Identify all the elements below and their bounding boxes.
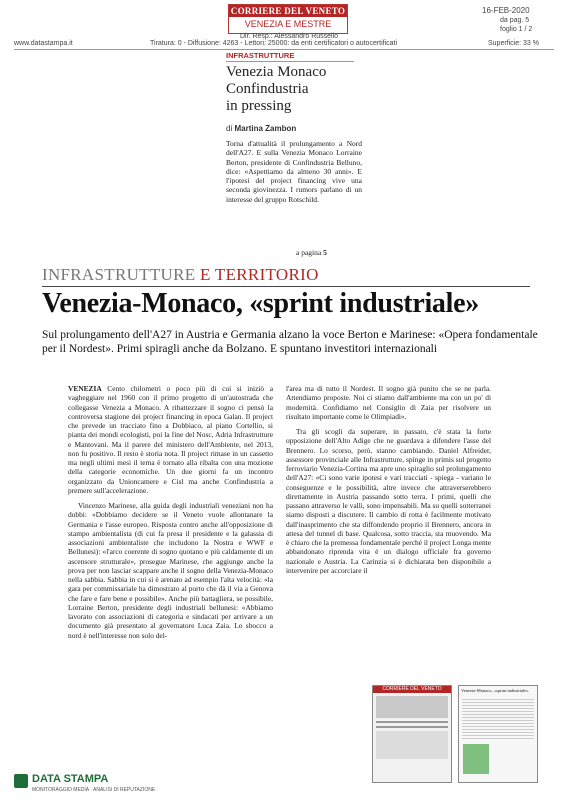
thumbnail-article-page: [458, 685, 538, 783]
thumbnail-article-title: Venezia-Monaco, «sprint industriale»: [461, 688, 529, 693]
section-header: [42, 265, 319, 285]
column-1-para-1: [68, 384, 273, 495]
teaser-body: [226, 139, 362, 204]
page-ref: da pag. 5: [500, 17, 530, 24]
thumbnail-front-line: [376, 726, 448, 728]
column-1-para-2: Vincenzo Marinese, alla guida degli industriali veneziani non ha dubbi: «Dobbiamo decidere se il Veneto vuole allontanare la Germania e l'asse europeo. Risposta contro anche all'opposizione di stampo ambientalista (di cui fa presa il presidente e la galassia di associazioni ambientaliste che includono la Nostra e WWF e Bellunesi): «l'arco coerente di sogno quotano e più caldamente di un ascensore strutturale», prosegue Marinese, che aggiunge anche la prova per non lasciar scappare anche il sogno della Venezia-Monaco nella sabbia. Sabbia in cui si è arenato ad esempio l'alta velocità: «la gara per commissariale ha dimostrato al porto che dà il via a Genova che fare e fare bene e possibile». Anche più battagliera, se possibile, Lorraine Berton, presidente degli industriali bellunesi: «Abbiamo lavorato con associazioni di categoria e sindacati per arrivare a un documento già presentato al governatore Luca Zaia. Lo sbocco a nord è nell'interesse non solo del-: [68, 501, 273, 640]
data-stampa-logo-icon: [14, 774, 28, 788]
teaser-body-text: Torna d'attualità il prolungamento a Nord dell'A27. E sulla Venezia Monaco Lorraine Berton, presidente di Confindustria Belluno, dice: «Aspettiamo da almeno 30 anni». E l'ipotesi del project financing vive una seconda giovinezza. I rumors parlano di un interesse del gruppo Rotschild.: [226, 139, 362, 204]
teaser-page-ref-num: 5: [323, 248, 327, 257]
thumbnail-article-highlight: [463, 744, 489, 774]
header-rule: [14, 49, 554, 50]
section-part-1: INFRASTRUTTURE: [42, 265, 196, 284]
teaser-kicker: INFRASTRUTTURE: [226, 51, 295, 60]
column-2-para-1: l'area ma di tutto il Nordest. Il sogno già punito che se ne parla. Attendiamo proposte. Noi ci stiamo dall'ambiente ma con un po' di modernità. Confidiamo nel Consiglio di Zaia per risolvere un risultato importante come le Olimpiadi».: [286, 384, 491, 421]
column-2-para-2: Tra gli scogli da superare, in passato, c'è stata la forte opposizione dell'Alto Adige che ne guardava a difendere l'asse del Brennero. Lo scorso, però, stanno cambiando. Daniel Alfreider, assessore provinciale alle Infrastrutture, spinge in primis sul progetto ferroviario Venezia-Cortina ma apre uno spiraglio sul prolungamento dell'A27: «Ci sono varie ipotesi e vari tracciati - spiega - variano le conseguenze e le possibilità, altre invece che attraverserebbero direttamente in Austria passando sotto terra. I primi, quelli che passano attraverso le valli, sono impensabili. Ma su quelli sotterranei siamo disposti a discutere. Il cambio di rotta è facilmente motivato dall'inasprimento che sta diffondendo proprio il Brennero, ancora in attesa del tunnel di base. Qualcosa, sotto traccia, sta muovendo. Ma è chiaro che la premessa fondamentale perché il project Longa mente abbandonato riprenda vita è un dialogo ufficiale fra governo nazionale e Austria. La Carinzia si è dichiarata ben disponibile a intervenire per accorciare il: [286, 427, 491, 574]
teaser-page-ref: [296, 248, 327, 257]
teaser-byline-author: Martina Zambon: [234, 124, 297, 133]
footer-logo: DATA STAMPA: [32, 773, 109, 785]
teaser-title-line-1: Venezia Monaco: [226, 64, 327, 80]
teaser-kicker-rule: [226, 61, 354, 62]
masthead-name: CORRIERE DEL VENETO: [230, 6, 346, 16]
thumbnail-front-block: [376, 731, 448, 759]
masthead-edition: VENEZIA E MESTRE: [244, 19, 332, 29]
surface: Superficie: 33 %: [488, 40, 539, 47]
teaser-byline-prefix: di: [226, 124, 233, 133]
section-rule: [42, 286, 530, 287]
sheet: foglio 1 / 2: [500, 26, 533, 33]
thumbnail-front-title: CORRIERE DEL VENETO: [373, 686, 451, 693]
teaser-byline: [226, 124, 296, 133]
thumbnail-article-text: [462, 699, 534, 739]
thumbnail-front-page: [372, 685, 452, 783]
website: www.datastampa.it: [14, 40, 73, 47]
teaser-page-ref-label: a pagina: [296, 248, 322, 257]
thumbnail-front-line: [376, 721, 448, 723]
director: Dir. Resp.: Alessandro Russello: [240, 33, 339, 40]
article-column-2: [286, 384, 491, 574]
footer-tagline: MONITORAGGIO MEDIA · ANALISI DI REPUTAZIONE: [32, 787, 156, 793]
subhead: Sul prolungamento dell'A27 in Austria e Germania alzano la voce Berton e Marinese: «Opera fondamentale per il Nordest». Primi spiragli anche da Bolzano. E spuntano investitori internazionali: [42, 329, 538, 355]
date: 16-FEB-2020: [482, 6, 530, 15]
headline: Venezia-Monaco, «sprint industriale»: [42, 288, 479, 319]
section-part-2: E TERRITORIO: [200, 265, 319, 284]
circulation: Tiratura: 0 - Diffusione: 4263 - Lettori: 25000: da enti certificatori o autocertificati: [150, 40, 398, 47]
dateline: VENEZIA: [68, 384, 102, 393]
teaser-title-line-3: in pressing: [226, 98, 292, 114]
masthead: [228, 4, 348, 34]
teaser-title: [226, 64, 326, 115]
teaser-title-line-2: Confindustria: [226, 81, 309, 97]
column-1-para-1-text: Cento chilometri o poco più di cui si iniziò a vagheggiare nel 1960 con il primo progetto di un'autostrada che collegasse Venezia a Monaco. A ribattezzare il sogno ci pensò la controversa stagione dei project financing in epoca Galan. Il project che prevede un tracciato fino a Dobbiaco, al piano Cortellio, si pianta dei mondi ecologisti, poi la fine del Nosc, Adria Infrastrutture e Mantovani. Ma il parere del ministero dell'Ambiente, nel 2013, non fu positivo. Il resto è storia nota. Il project rimase in un cassetto ma negli ultimi mesi il tema è tornato alla ribalta con una mozione della categorie economiche. Un due giorni fa un incontro organizzato da Unioncamere e Cisl ma anche Confindustria a premere sull'accelerazione.: [68, 384, 273, 495]
thumbnail-front-image: [376, 696, 448, 718]
article-column-1: [68, 384, 273, 774]
